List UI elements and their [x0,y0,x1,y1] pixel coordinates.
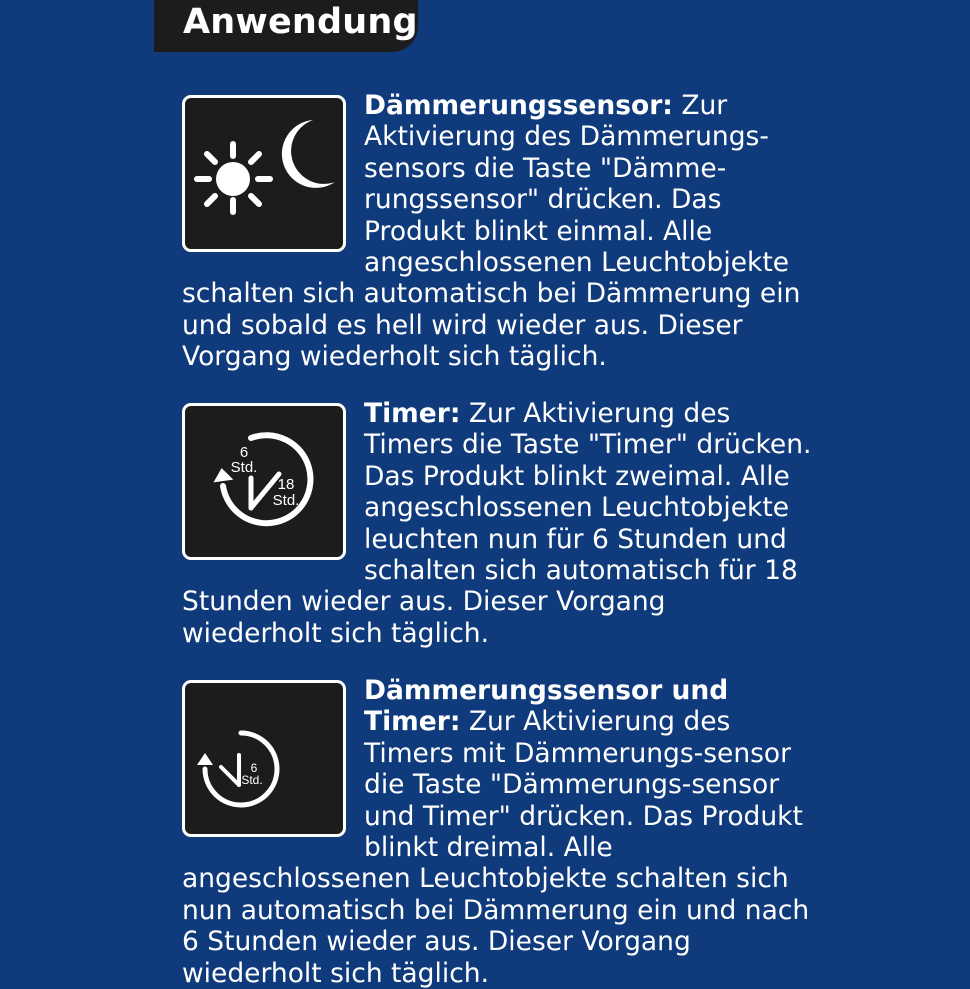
icon-label-std: Std. [241,773,263,787]
section-title: Dämmerungssensor und Timer: [364,675,729,738]
heading-tab [154,0,418,52]
section-body: Zur Aktivierung des Timers die Taste "Timer" drücken. Das Produkt blinkt zweimal. Alle angeschlossenen Leuchtobjekte leuchten nun für 6 Stunden und schalten sich automatisch für 18 Stunden wieder aus. Dieser Vorgang wiederholt sich täglich. [182,398,812,649]
page-title: Anwendung [183,2,418,42]
section-daemmerungssensor [182,90,812,373]
sun-moon-icon [182,95,346,252]
icon-label-std: Std. [230,459,258,476]
clock-timer-icon [182,403,346,560]
section-timer [182,398,812,649]
section-daemmerungssensor-timer [182,675,812,989]
section-title: Dämmerungssensor: [364,90,673,121]
section-title: Timer: [364,398,461,429]
icon-label-6: 6 [250,761,258,775]
clock-moon-icon [182,680,346,837]
section-body: Zur Aktivierung des Timers mit Dämmerungs-sensor die Taste "Dämmerungs-sensor und Timer" drücken. Das Produkt blinkt dreimal. Alle angeschlossenen Leuchtobjekte schalten sich nun automatisch bei Dämmerung ein und nach 6 Stunden wieder aus. Dieser Vorgang wiederholt sich täglich. [182,706,810,989]
icon-label-18: 18 [277,476,295,493]
icon-label-std2: Std. [272,492,300,509]
icon-label-6: 6 [239,444,249,461]
section-body: Zur Aktivierung des Dämmerungs-sensors die Taste "Dämme-rungssensor" drücken. Das Produkt blinkt einmal. Alle angeschlossenen Leuchtobjekte schalten sich automatisch bei Dämmerung ein und sobald es hell wird wieder aus. Dieser Vorgang wiederholt sich täglich. [182,90,801,373]
